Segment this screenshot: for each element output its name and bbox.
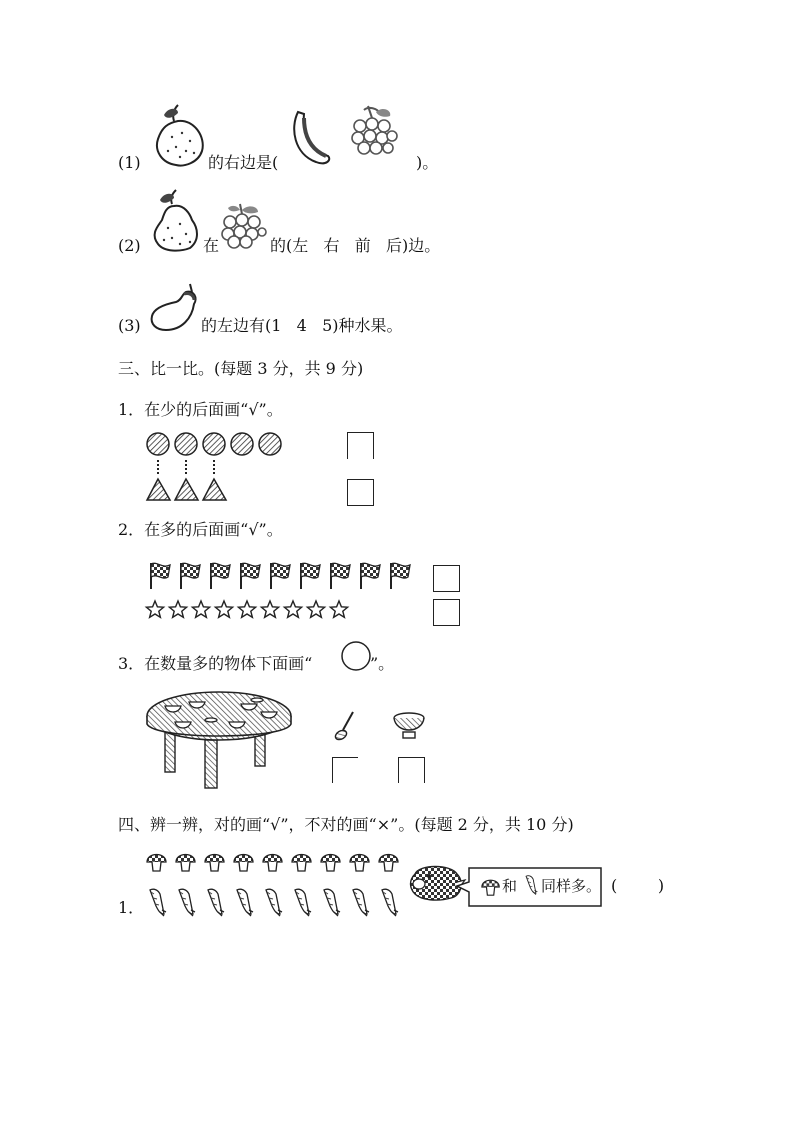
question-number: 1． xyxy=(118,898,145,917)
stars-row xyxy=(146,600,356,620)
eggplant-icon xyxy=(150,282,198,332)
mushrooms-row xyxy=(146,852,408,874)
question-text: )。 xyxy=(416,153,439,172)
bubble-text: 和 xyxy=(502,877,518,895)
answer-box[interactable] xyxy=(433,599,460,626)
section-title: 四、辨一辨，对的画“√”，不对的画“×”。(每题 2 分，共 10 分) xyxy=(118,815,574,834)
banana-icon xyxy=(290,108,334,166)
circle-mark-icon xyxy=(340,640,372,672)
carrots-row xyxy=(148,884,410,918)
carrot-icon xyxy=(522,872,540,896)
question-number: (2) xyxy=(118,236,141,255)
question-text: 在 xyxy=(203,236,220,255)
question-text: 3．在数量多的物体下面画“ xyxy=(118,654,313,673)
question-text: 1．在少的后面画“√”。 xyxy=(118,400,283,419)
question-text: 的(左 右 前 后)边。 xyxy=(270,236,441,255)
bubble-text: 同样多。 xyxy=(541,877,602,895)
question-text: ”。 xyxy=(370,654,395,673)
mushroom-icon xyxy=(481,877,501,897)
spoon-icon xyxy=(333,710,359,742)
triangles-row xyxy=(146,478,236,502)
question-number: (3) xyxy=(118,316,141,335)
question-text: 2．在多的后面画“√”。 xyxy=(118,520,283,539)
grapes-icon xyxy=(350,104,396,158)
answer-box[interactable] xyxy=(347,479,374,506)
question-text: 的右边是( xyxy=(208,153,279,172)
pear-icon xyxy=(150,103,206,167)
question-text: 的左边有(1 4 5)种水果。 xyxy=(201,316,403,335)
flags-row xyxy=(148,561,418,591)
question-number: (1) xyxy=(118,153,141,172)
answer-paren[interactable]: ( ) xyxy=(611,876,665,895)
grapes-icon xyxy=(220,202,266,250)
table-with-bowls-icon xyxy=(145,690,293,790)
circles-row xyxy=(146,432,296,460)
section-title: 三、比一比。(每题 3 分，共 9 分) xyxy=(118,359,364,378)
dotted-lines xyxy=(146,460,236,476)
answer-box[interactable] xyxy=(347,432,374,459)
bowl-icon xyxy=(392,710,426,742)
answer-box[interactable] xyxy=(433,565,460,592)
answer-box[interactable] xyxy=(398,757,425,783)
answer-box[interactable] xyxy=(332,757,358,783)
pear-icon xyxy=(150,188,202,252)
